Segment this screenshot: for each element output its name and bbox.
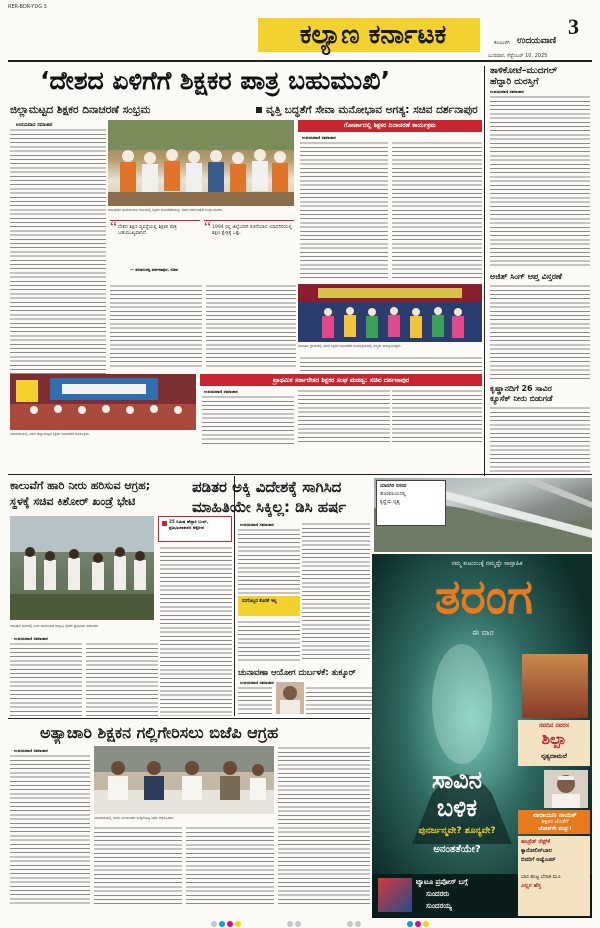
paper-prefix: ಕಲಬುರಗಿ — [494, 40, 510, 46]
mid-body-1 — [202, 395, 294, 445]
person-name: ನಾರಾಯಣ ನಾಯಕ್ — [533, 811, 577, 819]
date-line: ಬುಧವಾರ, ಸೆಪ್ಟೆಂಬರ್ 10, 2025 — [488, 53, 548, 59]
story2-box — [158, 516, 232, 542]
pullquote-by-1: — ಶರಣಬಸಪ್ಪ ದರ್ಶನಾಪುರ, ಸಚಿವ — [130, 267, 178, 272]
page-number: 3 — [568, 14, 579, 39]
mid-byline: ಉದಯವಾಣಿ ಸಮಾಚಾರ — [204, 389, 238, 394]
cover-sub: ಅನಂತತೆಯೇ? — [433, 844, 481, 855]
item1-label-box — [518, 720, 590, 766]
lead-subhead-right: ವೃತ್ತಿ ಬದ್ಧತೆಗೆ ಸೇವಾ ಮನೋಭಾವ ಅಗತ್ಯ: ಸಚಿವ ದರ್ಶನಾಪುರ — [266, 104, 478, 116]
section-rule-1 — [8, 474, 592, 475]
person-desc: ಶಿಕ್ಷಕರ ಜೊತೆಗೆ — [541, 819, 569, 825]
right-head-1b: ಹೆದ್ದಾರಿ ದುರಸ್ತಿಗೆ — [490, 77, 539, 87]
story2-body-2 — [86, 642, 158, 716]
section-title: ಕಲ್ಯಾಣ ಕರ್ನಾಟಕ — [299, 20, 447, 50]
story4-body-2 — [306, 686, 372, 716]
item1-sub: ನೃತ್ಯದಾಮಲೆ — [541, 752, 567, 760]
right-head-1: ತಾಳಿಕೋಟೆ–ಮುದಗಲ್ — [490, 66, 558, 76]
krishna-tag-line3: ಕೃಷ್ಣೆಯ ದೃಶ್ಯ — [380, 500, 400, 505]
paper-name: ಉದಯವಾಣಿ — [517, 36, 557, 46]
cult-photo-caption: ಗೋರ್ಟಾ ಗ್ರಾಮದಲ್ಲಿ ನಡೆದ ಶಿಕ್ಷಕರ ದಿನಾಚರಣೆ ಕಾರ್ಯಕ್ರಮದಲ್ಲಿ ಗಣ್ಯರು ಪಾಲ್ಗೊಂಡಿದ್ದರು. — [298, 344, 402, 348]
story2-byline: ಉದಯವಾಣಿ ಸಮಾಚಾರ — [14, 636, 48, 641]
cover-title-1: ಸಾವಿನ — [431, 766, 483, 794]
right-line1: ಹಂಡ್ರೆಡ್ ರೆಫ್ಸ್‌ಕೆ — [521, 839, 551, 845]
registration-dots — [110, 912, 530, 920]
stage-photo — [10, 374, 196, 430]
krishna-tag — [376, 480, 446, 526]
mid-body-2 — [298, 389, 390, 445]
square-bullet — [256, 107, 262, 113]
quote-mark-2: “ — [204, 219, 212, 236]
right-panel — [518, 836, 590, 916]
person-box — [518, 810, 590, 834]
story2-body-1 — [10, 642, 82, 716]
lead-photo-caption: ಶಹಾಪುರದ ಭೀಮರಾಯನ ಗುಡಿಯಲ್ಲಿ ಶಿಕ್ಷಕರ ದಿನಾಚರಣೆಯನ್ನು ಸಚಿವ ದರ್ಶನಾಪುರ ಉದ್ಘಾಟಿಸಿದರು. — [108, 208, 224, 212]
story2-headline-1: ಕಾಲುವೆಗೆ ಹಾರಿ ನೀರು ಹರಿಸುವ ಆಗ್ರಹ; — [10, 479, 151, 492]
dancer-photo — [522, 654, 588, 718]
right-body-3 — [490, 406, 590, 474]
story3-headline-1: ಪಡಿತರ ಅಕ್ಕಿ ವಿದೇಶಕ್ಕೆ ಸಾಗಿಸಿದ — [192, 478, 342, 496]
lead-body-col3 — [206, 284, 296, 368]
right-body-2 — [490, 284, 590, 382]
story3-headline-2: ಮಾಹಿತಿಯೇ ಸಿಕ್ಕಿಲ್ಲ: ಡಿಸಿ ಹರ್ಷ — [192, 498, 347, 516]
bottom-line3: ಸುಂದರಯ್ಯ — [426, 902, 452, 910]
gorta-body-3 — [300, 356, 482, 372]
right-line5: ಎಲ್ಲರ ಹೆಸ್ತ — [521, 883, 541, 889]
lead-headline: ‘ದೇಶದ ಏಳಿಗೆಗೆ ಶಿಕ್ಷಕರ ಪಾತ್ರ ಬಹುಮುಖಿ’ — [40, 66, 391, 95]
taranga-ad[interactable] — [372, 554, 592, 918]
right-head-3b: ಕ್ಯೂಸೆಕ್ ನೀರು ಬಿಡುಗಡೆ — [490, 394, 553, 403]
taranga-title: ತರಂಗ — [434, 569, 534, 625]
story3-body-2 — [302, 522, 370, 662]
story3-byline: ಉದಯವಾಣಿ ಸಮಾಚಾರ — [240, 522, 274, 527]
pullquote-box-2 — [204, 220, 294, 280]
story2-body-3 — [160, 546, 232, 716]
story2-photo — [10, 516, 154, 620]
item1-big: ಶಿಲ್ಪಾ — [541, 730, 567, 748]
story3-box-text: ರಸಗೊಬ್ಬರ ಕೊರತೆ ಇಲ್ಲ — [242, 599, 277, 604]
gorta-body-2 — [392, 141, 482, 281]
cult-photo — [298, 284, 482, 342]
mid-red-strip: ಪ್ರಾಥಮಿಕ ಸರ್ಕಾರೇತರ ಶಿಕ್ಷಕರ ಸಂಘ ಮಹತ್ವ: ಸಚಿವ ದರ್ಶನಾಪುರ — [200, 374, 482, 386]
story2-box-text: 25 ನಿಮಿಷ ಹೆದ್ದಾರಿ ಬಂದ್, ಪ್ರತಿಭಟನಾಕಾರರ ಆಕ್ರೋಶ — [169, 519, 209, 530]
pullquote-text-1: ದೇಶದ ಶಿಕ್ಷಣ ವ್ಯವಸ್ಥೆಯಲ್ಲಿ ಶಿಕ್ಷಕರ ಪಾತ್ರ ಬಹುಮುಖ್ಯವಾಗಿದೆ. — [118, 225, 177, 236]
pullquote-box-1 — [110, 220, 200, 280]
lead-body-col1 — [10, 128, 106, 380]
story5-photo-caption: ಯಾದಗಿರಿಯಲ್ಲಿ ಬಿಜೆಪಿ ಮುಖಂಡರು ಸುದ್ದಿಗೋಷ್ಠಿ ನಡೆಸಿ ಆಗ್ರಹಿಸಿದರು. — [94, 816, 175, 820]
story2-headline-2: ಸ್ಥಳಕ್ಕೆ ಸಚಿವ ಕಿಶೋರ್ ಖಂಡ್ರೆ ಭೇಟಿ — [10, 495, 136, 508]
right-byline: ಉದಯವಾಣಿ ಸಮಾಚಾರ — [490, 89, 524, 94]
taranga-issue: ಈ ವಾರ — [472, 628, 494, 637]
right-body-1 — [490, 95, 590, 269]
krishna-tag-line1: ಯಾದಗಿರಿ ನಗರದ — [380, 484, 407, 489]
story4-photo — [276, 682, 304, 714]
story4-headline: ಚುನಾವಣಾ ಆಯೋಗ ದುರ್ಬಳಕೆ: ತುಕ್ಕೂರ್ — [238, 667, 356, 677]
story5-headline: ಅತ್ಯಾಚಾರಿ ಶಿಕ್ಷಕನ ಗಲ್ಲಿಗೇರಿಸಲು ಬಿಜೆಪಿ ಆಗ್ರಹ — [40, 723, 279, 742]
story4-body-1 — [238, 686, 272, 716]
bottom-line2: ಸುಂದರರು — [426, 890, 450, 898]
story4-byline: ಉದಯವಾಣಿ ಸಮಾಚಾರ — [240, 680, 274, 685]
story2-photo-caption: ಶಹಾಪುರ ಭಾಗದಲ್ಲಿ ನೀರು ಹರಿಸುವಂತೆ ಆಗ್ರಹಿಸಿ ರೈತರು ಪ್ರತಿಭಟನೆ ನಡೆಸಿದರು. — [10, 624, 100, 628]
krishna-tag-line2: ಹೊರವಲಯದಲ್ಲಿ — [380, 492, 407, 497]
right-line3: ಬಿದರಿಗೆ ಅಡ್ವೆಂಚರ್ — [521, 857, 556, 863]
mid-body-3 — [392, 389, 482, 445]
story5-body-2 — [94, 826, 182, 906]
taranga-tagline: ನಮ್ಮ ಕುಟುಂಬಕ್ಕೆ ನಮ್ಮದ್ದೇ ಸಾಪ್ತಾಹಿಕ — [451, 560, 523, 567]
quote-mark: “ — [110, 219, 118, 236]
story5-body-1 — [10, 754, 90, 906]
right-col-divider — [484, 66, 485, 476]
right-line4: ಬಾರ ಹುಟ್ಟ ಬೆನಾಕ ಮೂ — [521, 874, 561, 880]
item1-small: ನವದಿನ ನವರಸ — [538, 722, 570, 729]
stage-photo-caption: ಯಾದಗಿರಿಯಲ್ಲಿ ನಡೆದ ಜಿಲ್ಲಾಮಟ್ಟದ ಶಿಕ್ಷಕರ ದಿನಾಚರಣೆ ಕಾರ್ಯಕ್ರಮ. — [10, 432, 91, 436]
story5-body-3 — [186, 826, 274, 906]
story2-box-icon — [162, 521, 167, 526]
lead-photo — [108, 120, 294, 206]
bottom-thumb — [378, 878, 412, 912]
story3-box — [238, 596, 300, 616]
lead-byline: ಉದಯವಾಣಿ ಸಮಾಚಾರ — [16, 123, 53, 128]
pullquote-text-2: 1994 ರಲ್ಲಿ ಜಿಲ್ಲೆಯಾಗಿ ರಚನೆಯಾದ ಯಾದಗಿರಿಯಲ್ಲಿ ಶಿಕ್ಷಣ ಕ್ಷೇತ್ರಕ್ಕೆ ಒತ್ತು. — [212, 225, 292, 236]
section-rule-2 — [8, 718, 370, 719]
bottom-line1: ಟ್ಯಾಟೂ ಪ್ರಪೋಸ್ ಬಗ್ಗೆ — [416, 878, 468, 886]
right-head-2: ಅಜಿತ್ ಸಿಂಗ್ ಆಪ್ತ ವಿಸ್ತರಣೆ — [490, 272, 562, 281]
person-photo — [544, 770, 588, 808]
story5-body-4 — [278, 746, 370, 906]
person-desc2: ಜೋಕ್‌ಗೇ ಮನ್ನು! — [538, 826, 572, 832]
lead-body-col2 — [110, 284, 202, 368]
story5-byline: ಉದಯವಾಣಿ ಸಮಾಚಾರ — [14, 748, 48, 753]
right-head-3: ಕೃಷ್ಣಾನದಿಗೆ 26 ಸಾವಿರ — [490, 384, 552, 393]
right-line2: ಕ್ಯಾರೋಲಿನ್‌ಬಾಲ — [521, 848, 553, 854]
top-rule — [8, 60, 592, 62]
story5-photo — [94, 746, 274, 814]
gorta-body-1 — [300, 141, 388, 281]
cover-question: ಪುನರ್ಜನ್ಮವೇ? ಶೂನ್ಯವೇ? — [418, 826, 496, 836]
gorta-byline: ಉದಯವಾಣಿ ಸಮಾಚಾರ — [302, 135, 336, 140]
gorta-red-strip: ಗೋರ್ಟಾದಲ್ಲಿ ಶಿಕ್ಷಕರ ದಿನಾಚರಣೆ ಕಾರ್ಯಕ್ರಮ — [298, 120, 482, 132]
edition-code: RER-BDR-YDG 3 — [8, 4, 47, 10]
lead-subhead-left: ಜಿಲ್ಲಾಮಟ್ಟದ ಶಿಕ್ಷಕರ ದಿನಾಚರಣೆ ಸಂಭ್ರಮ — [10, 104, 151, 116]
story3-body-3 — [238, 620, 300, 662]
cover-title-2: ಬಳಿಕ — [436, 794, 478, 822]
